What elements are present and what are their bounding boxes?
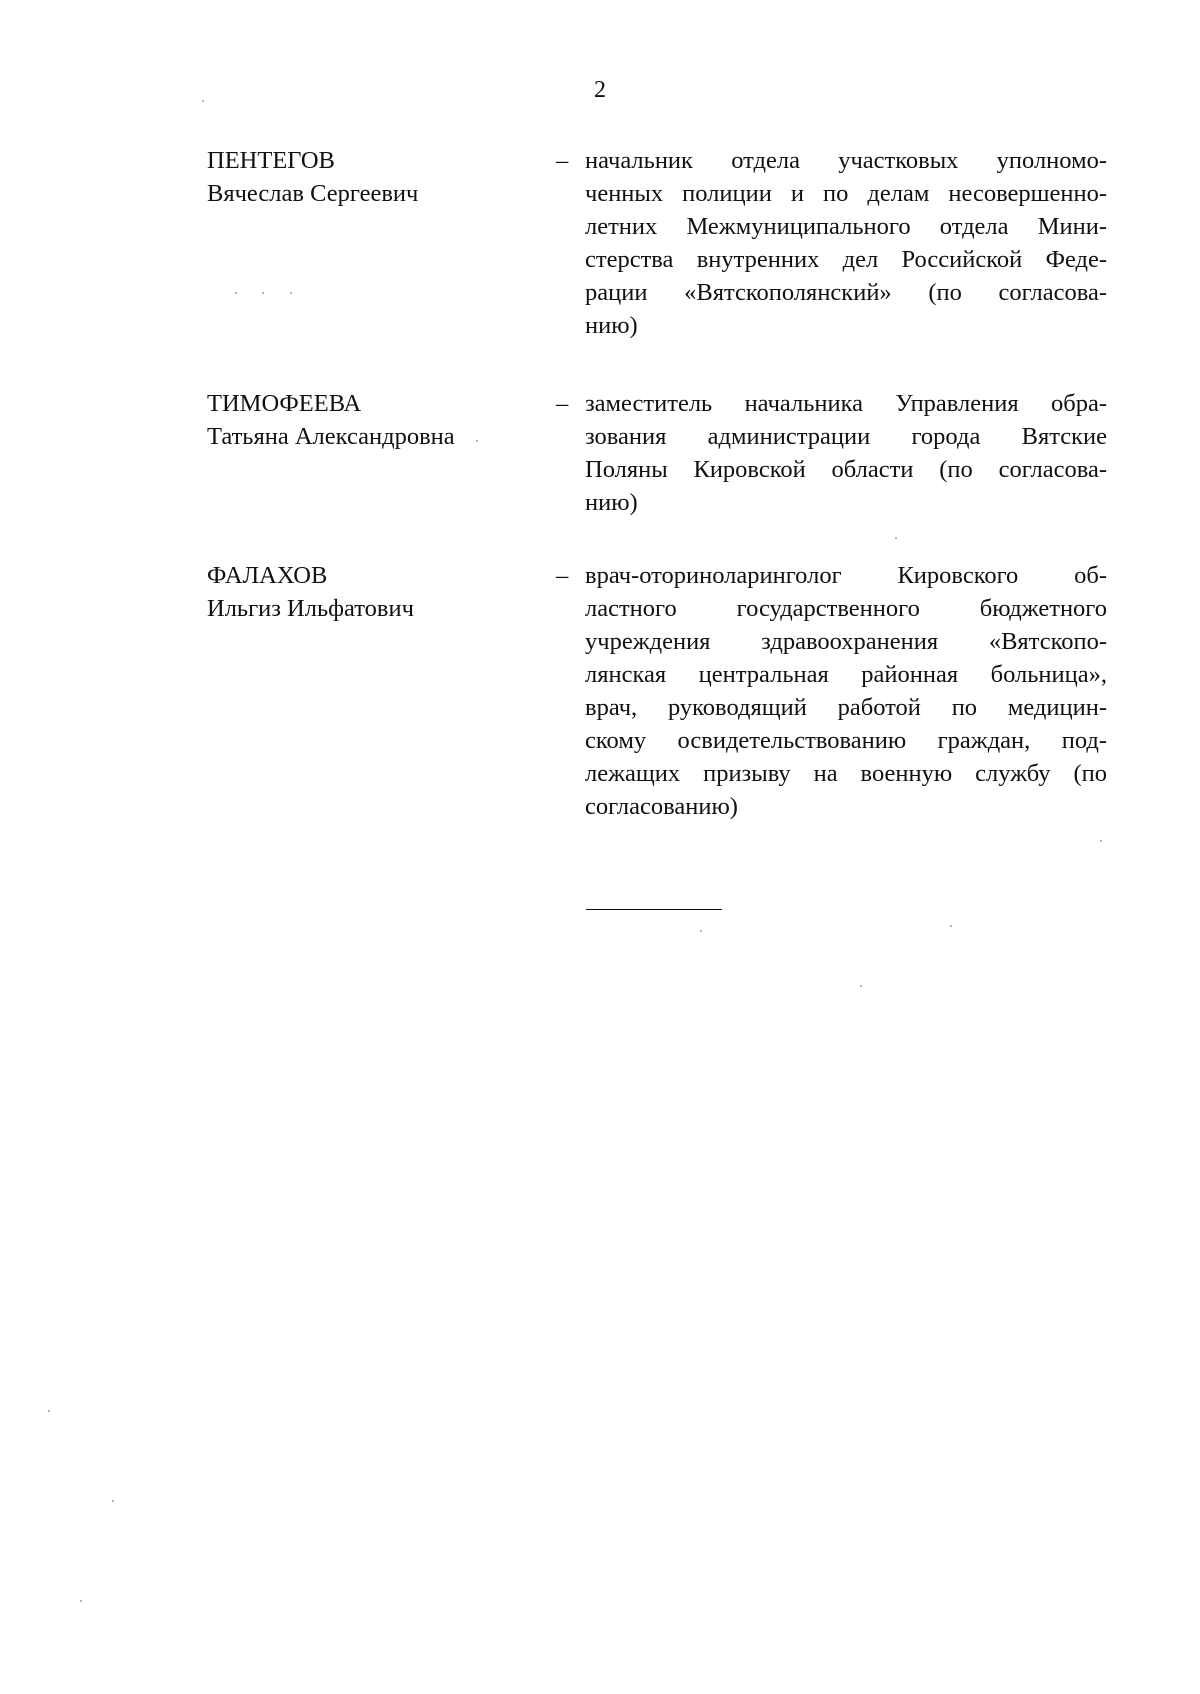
scan-speck [895, 537, 897, 539]
scan-speck [1100, 840, 1102, 842]
position-line: нию) [585, 489, 638, 516]
separator-dash: – [556, 562, 569, 589]
member-given-names: Ильгиз Ильфатович [207, 595, 414, 622]
scan-speck [860, 985, 862, 987]
member-given-names: Татьяна Александровна [207, 423, 455, 450]
member-given-names: Вячеслав Сергеевич [207, 180, 419, 207]
position-line: зования администрации города Вятские [585, 423, 1107, 450]
position-line: врач-оториноларинголог Кировского об- [585, 562, 1107, 589]
position-line: летних Межмуниципального отдела Мини- [585, 213, 1107, 240]
page-number: 2 [594, 77, 606, 103]
member-position [585, 559, 1107, 823]
scan-speck [262, 292, 264, 294]
scan-speck [290, 292, 292, 294]
position-line: ченных полиции и по делам несовершенно- [585, 180, 1107, 207]
member-name [207, 559, 547, 625]
separator-dash: – [556, 147, 569, 174]
position-line: лежащих призыву на военную службу (по [585, 760, 1107, 787]
position-line: начальник отдела участковых уполномо- [585, 147, 1107, 174]
member-surname: ПЕНТЕГОВ [207, 147, 335, 174]
position-line: согласованию) [585, 793, 738, 820]
scan-speck [202, 100, 204, 102]
position-line: скому освидетельствованию граждан, под- [585, 727, 1107, 754]
scan-speck [950, 925, 952, 927]
position-line: врач, руководящий работой по медицин- [585, 694, 1107, 721]
position-line: лянская центральная районная больница», [585, 661, 1107, 688]
scan-speck [700, 930, 702, 932]
scan-speck [48, 1410, 50, 1412]
position-line: учреждения здравоохранения «Вятскопо- [585, 628, 1107, 655]
scan-speck [80, 1600, 82, 1602]
member-surname: ТИМОФЕЕВА [207, 390, 362, 417]
position-line: нию) [585, 312, 638, 339]
scan-speck [112, 1500, 114, 1502]
separator-dash: – [556, 390, 569, 417]
position-line: заместитель начальника Управления обра- [585, 390, 1107, 417]
position-line: стерства внутренних дел Российской Феде- [585, 246, 1107, 273]
end-rule [586, 909, 722, 910]
position-line: ластного государственного бюджетного [585, 595, 1107, 622]
member-surname: ФАЛАХОВ [207, 562, 328, 589]
scan-speck [476, 440, 478, 442]
member-position [585, 387, 1107, 519]
scan-speck [235, 292, 237, 294]
member-position [585, 144, 1107, 342]
member-name [207, 387, 547, 453]
position-line: рации «Вятскополянский» (по согласова- [585, 279, 1107, 306]
member-name [207, 144, 547, 210]
position-line: Поляны Кировской области (по согласова- [585, 456, 1107, 483]
